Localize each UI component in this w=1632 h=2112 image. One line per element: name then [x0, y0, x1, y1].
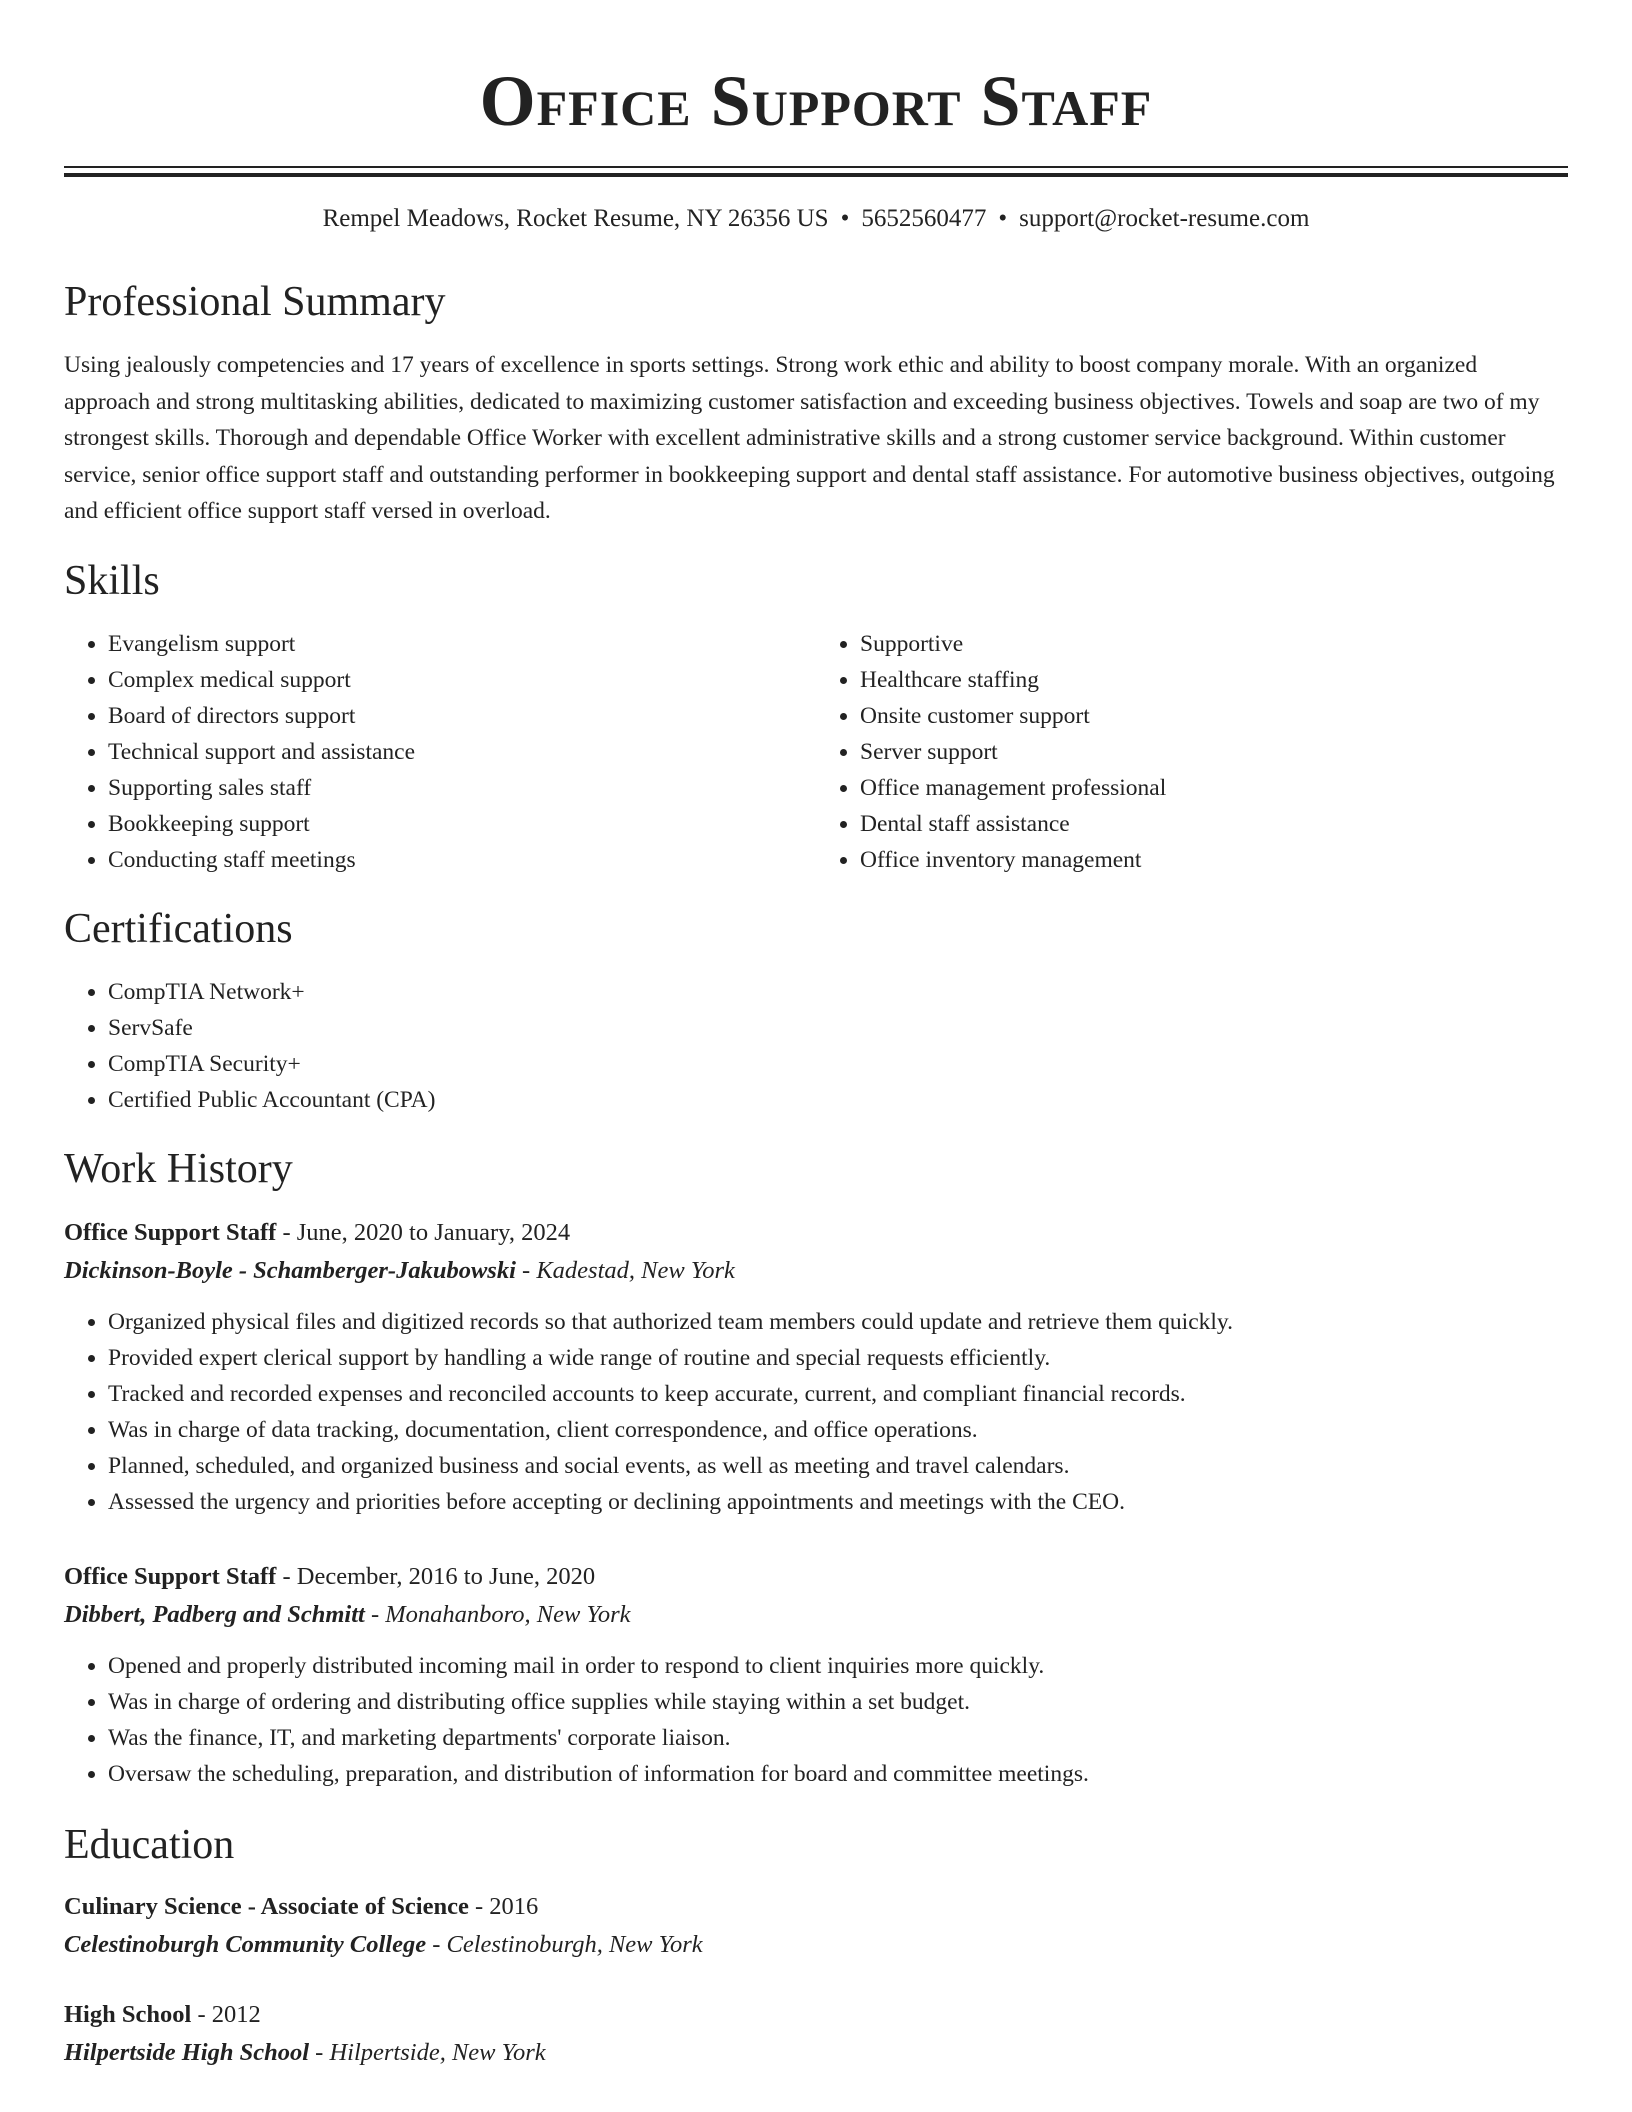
skill-item: • Supportive: [860, 626, 1568, 662]
job-duties-list: [64, 1304, 1568, 1520]
school-name: Celestinoburgh Community College: [64, 1930, 427, 1958]
school-line: Hilpertside High School - Hilpertside, New York: [64, 2038, 546, 2066]
skill-item: • Supporting sales staff: [108, 770, 816, 806]
job-duty-item: • Provided expert clerical support by handling a wide range of routine and special requests efficiently.: [108, 1340, 1568, 1376]
job-duties-list: [64, 1648, 1568, 1792]
section-heading: Professional Summary: [64, 279, 446, 325]
job-company-line: Dickinson-Boyle - Schamberger-Jakubowski - Kadestad, New York: [64, 1256, 735, 1284]
job-company: Dibbert, Padberg and Schmitt: [64, 1600, 365, 1628]
section-heading: Skills: [64, 557, 160, 604]
contact-phone[interactable]: 5652560477: [861, 205, 987, 232]
job-entry: [64, 1558, 1568, 1792]
skill-item: • Healthcare staffing: [860, 662, 1568, 698]
contact-separator: •: [998, 205, 1008, 232]
job-duty-item: • Was in charge of ordering and distributing office supplies while staying within a set budget.: [108, 1684, 1568, 1720]
job-duty-item: • Oversaw the scheduling, preparation, and distribution of information for board and committee meetings.: [108, 1756, 1568, 1792]
skill-item: • Board of directors support: [108, 698, 816, 734]
skill-item: • Evangelism support: [108, 626, 816, 662]
job-dates: June, 2020 to January, 2024: [296, 1218, 571, 1246]
summary-text: Using jealously competencies and 17 years of excellence in sports settings. Strong work ethic and ability to boost company morale. With an organized approach and strong multitasking abilities, dedicated to maximizing customer satisfaction and exceeding business objectives. Towels and soap are two of my strongest skills. Thorough and dependable Office Worker with excellent administrative skills and a strong customer service background. Within customer service, senior office support staff and outstanding performer in bookkeeping support and dental staff assistance. For automotive business objectives, outgoing and efficient office support staff versed in overload.: [64, 352, 1555, 524]
resume-page: [64, 0, 1568, 2072]
job-duty-item: • Was the finance, IT, and marketing departments' corporate liaison.: [108, 1720, 1568, 1756]
degree-name: High School: [64, 2000, 192, 2028]
job-duty-item: • Was in charge of data tracking, documentation, client correspondence, and office operations.: [108, 1412, 1568, 1448]
skill-item: • Onsite customer support: [860, 698, 1568, 734]
school-location: Hilpertside, New York: [329, 2038, 546, 2066]
degree-line: High School - 2012: [64, 2000, 261, 2028]
contact-address: Rempel Meadows, Rocket Resume, NY 26356 US: [322, 205, 829, 232]
job-title: Office Support Staff: [64, 1218, 277, 1246]
contact-info: [64, 203, 1568, 235]
degree-line: Culinary Science - Associate of Science - 2016: [64, 1892, 539, 1920]
job-dates: December, 2016 to June, 2020: [296, 1562, 596, 1590]
job-location: Monahanboro, New York: [385, 1600, 631, 1628]
job-duty-item: • Opened and properly distributed incoming mail in order to respond to client inquiries more quickly.: [108, 1648, 1568, 1684]
skill-item: • Conducting staff meetings: [108, 842, 816, 878]
skill-item: • Dental staff assistance: [860, 806, 1568, 842]
skill-item: • Bookkeeping support: [108, 806, 816, 842]
title-divider: [64, 166, 1568, 177]
section-heading: Certifications: [64, 905, 293, 952]
professional-summary-section: [64, 277, 1568, 530]
certification-item: • ServSafe: [108, 1010, 1568, 1046]
job-duty-item: • Tracked and recorded expenses and reconciled accounts to keep accurate, current, and compliant financial records.: [108, 1376, 1568, 1412]
education-entry: [64, 1888, 1568, 1964]
resume-title: Office Support Staff: [479, 61, 1153, 141]
skill-item: • Complex medical support: [108, 662, 816, 698]
education-entry: [64, 1996, 1568, 2072]
certification-item: • Certified Public Accountant (CPA): [108, 1082, 1568, 1118]
skills-columns: [64, 626, 1568, 878]
job-entry: [64, 1214, 1568, 1520]
school-location: Celestinoburgh, New York: [446, 1930, 703, 1958]
contact-separator: •: [840, 205, 850, 232]
degree-year: 2016: [489, 1892, 539, 1920]
school-line: Celestinoburgh Community College - Celestinoburgh, New York: [64, 1930, 703, 1958]
section-heading: Education: [64, 1821, 235, 1868]
job-duty-item: • Organized physical files and digitized records so that authorized team members could update and retrieve them quickly.: [108, 1304, 1568, 1340]
skill-item: • Technical support and assistance: [108, 734, 816, 770]
job-duty-item: • Planned, scheduled, and organized business and social events, as well as meeting and travel calendars.: [108, 1448, 1568, 1484]
job-title: Office Support Staff: [64, 1562, 277, 1590]
skill-item: • Server support: [860, 734, 1568, 770]
section-heading: Work History: [64, 1145, 293, 1192]
certifications-list: [64, 974, 1568, 1118]
certification-item: • CompTIA Network+: [108, 974, 1568, 1010]
contact-email[interactable]: support@rocket-resume.com: [1019, 205, 1310, 232]
job-company-line: Dibbert, Padberg and Schmitt - Monahanboro, New York: [64, 1600, 631, 1628]
job-duty-item: • Assessed the urgency and priorities before accepting or declining appointments and meetings with the CEO.: [108, 1484, 1568, 1520]
job-company: Dickinson-Boyle - Schamberger-Jakubowski: [64, 1256, 516, 1284]
work-history-section: [64, 1144, 1568, 1792]
skill-item: • Office inventory management: [860, 842, 1568, 878]
certification-item: • CompTIA Security+: [108, 1046, 1568, 1082]
job-title-line: Office Support Staff - December, 2016 to June, 2020: [64, 1562, 596, 1590]
skills-list-right: [816, 626, 1568, 878]
education-section: [64, 1820, 1568, 2072]
skill-item: • Office management professional: [860, 770, 1568, 806]
job-title-line: Office Support Staff - June, 2020 to January, 2024: [64, 1218, 571, 1246]
degree-name: Culinary Science - Associate of Science: [64, 1892, 469, 1920]
school-name: Hilpertside High School: [64, 2038, 310, 2066]
skills-section: [64, 556, 1568, 878]
skills-list-left: [64, 626, 816, 878]
degree-year: 2012: [211, 2000, 261, 2028]
job-location: Kadestad, New York: [536, 1256, 735, 1284]
certifications-section: [64, 904, 1568, 1118]
